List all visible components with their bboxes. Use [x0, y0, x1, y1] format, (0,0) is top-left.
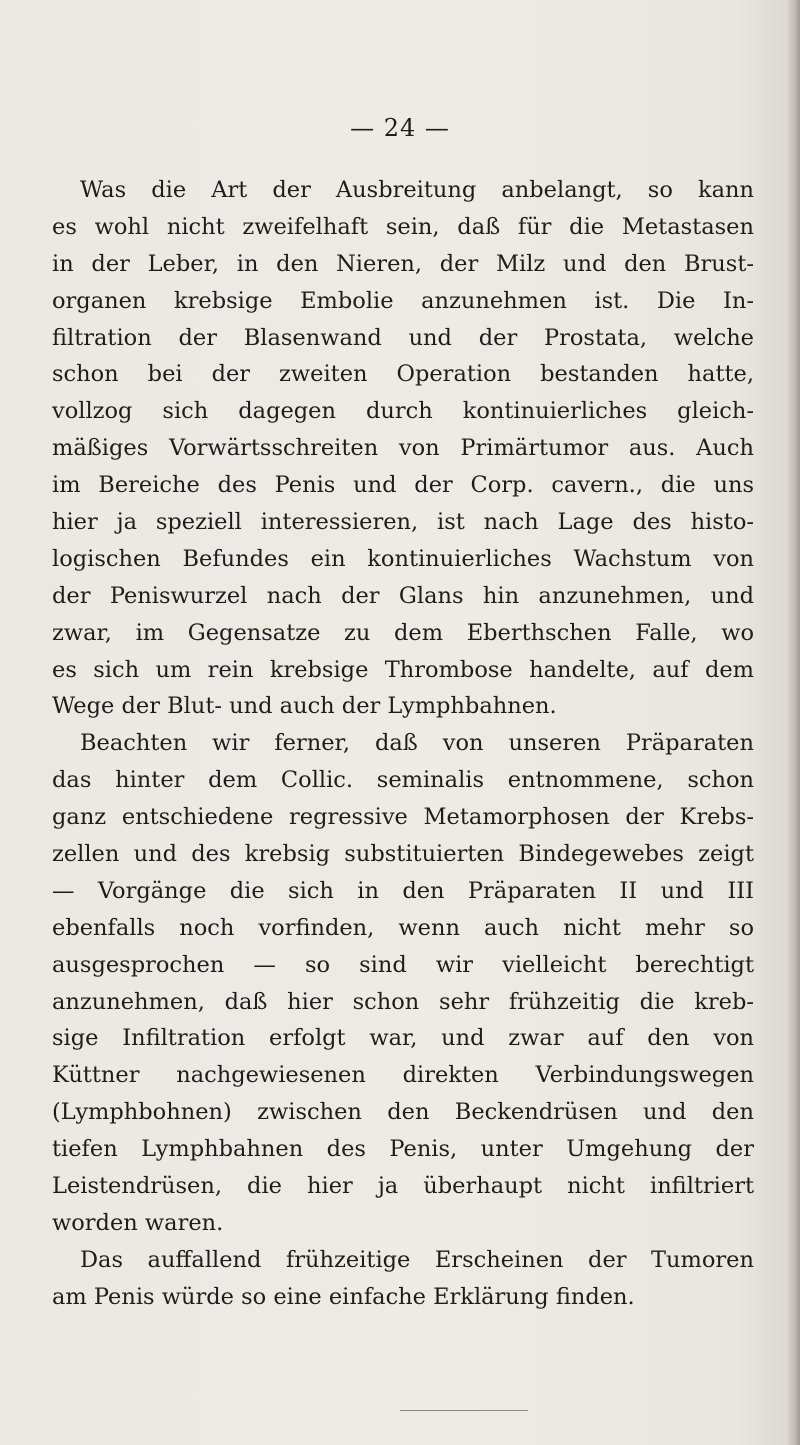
text-line: Wege der Blut- und auch der Lymphbahnen. — [52, 693, 557, 720]
text-line: es wohl nicht zweifelhaft sein, daß für die Metastasen — [52, 213, 754, 240]
text-line: logischen Befundes ein kontinuierliches Wachstum von — [52, 545, 754, 572]
text-line: es sich um rein krebsige Thrombose handelte, auf dem — [52, 656, 754, 683]
text-line: tiefen Lymphbahnen des Penis, unter Umgehung der — [52, 1136, 754, 1163]
text-line: ebenfalls noch vorfinden, wenn auch nicht mehr so — [52, 914, 754, 941]
page-edge-shadow — [786, 0, 800, 1445]
text-line: anzunehmen, daß hier schon sehr frühzeitig die kreb- — [52, 988, 754, 1015]
text-line: hier ja speziell interessieren, ist nach Lage des histo- — [52, 509, 754, 536]
text-line: Das auffallend frühzeitige Erscheinen der Tumoren — [80, 1246, 754, 1273]
text-line: vollzog sich dagegen durch kontinuierliches gleich- — [52, 398, 754, 425]
text-line: der Peniswurzel nach der Glans hin anzunehmen, und — [52, 582, 754, 609]
text-line: mäßiges Vorwärtsschreiten von Primärtumor aus. Auch — [52, 435, 754, 462]
text-line: organen krebsige Embolie anzunehmen ist. Die In- — [52, 287, 754, 314]
text-line: am Penis würde so eine einfache Erklärung finden. — [52, 1283, 635, 1310]
text-line: im Bereiche des Penis und der Corp. cavern., die uns — [52, 472, 754, 499]
text-line: ganz entschiedene regressive Metamorphosen der Krebs- — [52, 804, 754, 831]
text-line: — Vorgänge die sich in den Präparaten II und III — [52, 877, 754, 904]
text-line: filtration der Blasenwand und der Prostata, welche — [52, 324, 754, 351]
text-line: Was die Art der Ausbreitung anbelangt, so kann — [80, 177, 754, 203]
text-line: worden waren. — [52, 1209, 224, 1236]
text-line: das hinter dem Collic. seminalis entnommene, schon — [52, 767, 754, 794]
text-line: Beachten wir ferner, daß von unseren Präparaten — [80, 730, 754, 757]
page-number: — 24 — — [350, 114, 450, 142]
text-line: sige Infiltration erfolgt war, und zwar auf den von — [52, 1025, 754, 1052]
text-line: (Lymphbohnen) zwischen den Beckendrüsen und den — [52, 1099, 754, 1126]
text-line: schon bei der zweiten Operation bestanden hatte, — [52, 361, 754, 388]
text-line: zellen und des krebsig substituierten Bindegewebes zeigt — [52, 841, 754, 868]
body-text — [52, 172, 754, 1316]
text-line: zwar, im Gegensatze zu dem Eberthschen Falle, wo — [52, 619, 754, 646]
text-line: Küttner nachgewiesenen direkten Verbindungswegen — [52, 1062, 754, 1089]
text-line: Leistendrüsen, die hier ja überhaupt nicht infiltriert — [52, 1173, 754, 1200]
end-rule — [400, 1410, 528, 1411]
text-line: in der Leber, in den Nieren, der Milz und den Brust- — [52, 250, 754, 277]
text-line: ausgesprochen — so sind wir vielleicht berechtigt — [52, 951, 754, 978]
